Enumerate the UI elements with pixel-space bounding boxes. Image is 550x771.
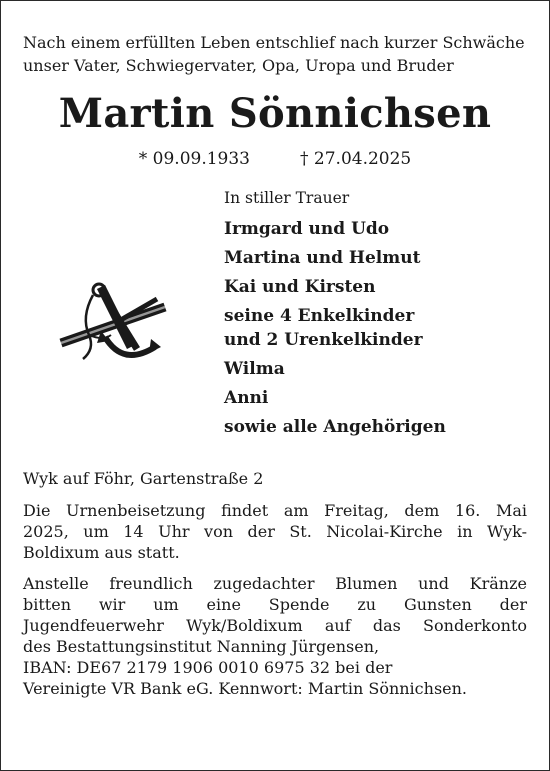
- birth-date: * 09.09.1933: [138, 149, 250, 169]
- life-dates: [23, 147, 527, 171]
- intro-line-2: unser Vater, Schwiegervater, Opa, Uropa und Bruder: [23, 56, 454, 75]
- funeral-line-3: Boldixum aus statt.: [23, 543, 180, 562]
- anchor-cross-icon: [53, 277, 183, 367]
- funeral-line-1: Die Urnenbeisetzung findet am Freitag, dem 16. Mai: [23, 501, 527, 520]
- mourner-6: Wilma: [224, 359, 285, 379]
- donation-line-2: bitten wir um eine Spende zu Gunsten der: [23, 595, 527, 614]
- funeral-line-2: 2025, um 14 Uhr von der St. Nicolai-Kirche in Wyk-: [23, 522, 527, 541]
- mourner-1: Irmgard und Udo: [224, 219, 390, 239]
- mourner-8: sowie alle Angehörigen: [224, 417, 446, 437]
- donation-info: [23, 573, 527, 699]
- death-date: † 27.04.2025: [300, 149, 412, 169]
- donation-line-1: Anstelle freundlich zugedachter Blumen und Kränze: [23, 574, 527, 593]
- donation-line-5: IBAN: DE67 2179 1906 0010 6975 32 bei der: [23, 658, 393, 677]
- mourner-3: Kai und Kirsten: [224, 277, 376, 297]
- mourner-4: seine 4 Enkelkinder: [224, 306, 415, 326]
- intro-line-1: Nach einem erfüllten Leben entschlief nach kurzer Schwäche: [23, 33, 525, 52]
- mourners-list: [224, 187, 446, 444]
- mourning-section: [23, 187, 527, 457]
- donation-line-3: Jugendfeuerwehr Wyk/Boldixum auf das Sonderkonto: [23, 616, 527, 635]
- intro-text: [23, 31, 527, 77]
- donation-line-6: Vereinigte VR Bank eG. Kennwort: Martin Sönnichsen.: [23, 679, 468, 698]
- address: Wyk auf Föhr, Gartenstraße 2: [23, 469, 264, 488]
- mourner-2: Martina und Helmut: [224, 248, 421, 268]
- mourner-7: Anni: [224, 388, 269, 408]
- mourner-5: und 2 Urenkelkinder: [224, 330, 423, 350]
- mourning-intro: In stiller Trauer: [224, 189, 350, 207]
- deceased-name: Martin Sönnichsen: [58, 90, 492, 137]
- donation-line-4: des Bestattungsinstitut Nanning Jürgensen,: [23, 637, 380, 656]
- funeral-info: [23, 500, 527, 563]
